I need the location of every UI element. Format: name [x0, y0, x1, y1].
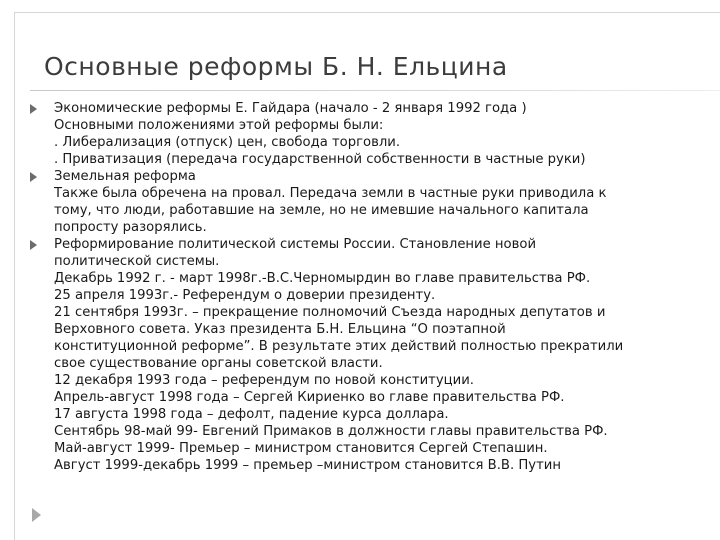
text-line: конституционной реформе”. В результате этих действий полностью прекратили	[54, 339, 624, 354]
text-line: Реформирование политической системы России. Становление новой	[54, 237, 537, 252]
text-line: Верховного совета. Указ президента Б.Н. Ельцина “О поэтапной	[54, 322, 506, 337]
slide-frame-left	[14, 12, 15, 540]
slide-frame-top	[14, 12, 720, 13]
text-line: Декабрь 1992 г. - март 1998г.-В.С.Черномырдин во главе правительства РФ.	[54, 271, 591, 286]
text-line: свое существование органы советской власти.	[54, 356, 383, 371]
bullet-political-reform	[30, 236, 710, 474]
text-line: политической системы.	[54, 254, 220, 269]
bullet-economic-reforms	[30, 100, 710, 168]
text-line: 21 сентября 1993г. – прекращение полномочий Съезда народных депутатов и	[54, 305, 606, 320]
bullet-arrow-icon	[30, 172, 37, 182]
text-line: . Либерализация (отпуск) цен, свобода торговли.	[54, 135, 401, 150]
text-line: попросту разорялись.	[54, 220, 207, 235]
slide-arrow-icon	[32, 508, 41, 522]
text-line: Экономические реформы Е. Гайдара (начало - 2 января 1992 года )	[54, 101, 527, 116]
text-line: Май-август 1999- Премьер – министром становится Сергей Степашин.	[54, 441, 548, 456]
text-line: 17 августа 1998 года – дефолт, падение курса доллара.	[54, 407, 449, 422]
text-line: тому, что люди, работавшие на земле, но не имевшие начального капитала	[54, 203, 589, 218]
bullet-arrow-icon	[30, 104, 37, 114]
bullet-arrow-icon	[30, 240, 37, 250]
bullet-land-reform	[30, 168, 710, 236]
page-title: Основные реформы Б. Н. Ельцина	[44, 52, 508, 81]
bullet-list	[30, 100, 710, 474]
title-divider	[30, 90, 720, 91]
text-line: . Приватизация (передача государственной собственности в частные руки)	[54, 152, 586, 167]
text-line: Земельная реформа	[54, 169, 196, 184]
text-line: 25 апреля 1993г.- Референдум о доверии президенту.	[54, 288, 436, 303]
text-line: Апрель-август 1998 года – Сергей Кириенко во главе правительства РФ.	[54, 390, 565, 405]
text-line: Сентябрь 98-май 99- Евгений Примаков в должности главы правительства РФ.	[54, 424, 608, 439]
text-line: Основными положениями этой реформы были:	[54, 118, 384, 133]
text-line: 12 декабря 1993 года – референдум по новой конституции.	[54, 373, 474, 388]
text-line: Также была обречена на провал. Передача земли в частные руки приводила к	[54, 186, 607, 201]
text-line: Август 1999-декабрь 1999 – премьер –министром становится В.В. Путин	[54, 458, 561, 473]
